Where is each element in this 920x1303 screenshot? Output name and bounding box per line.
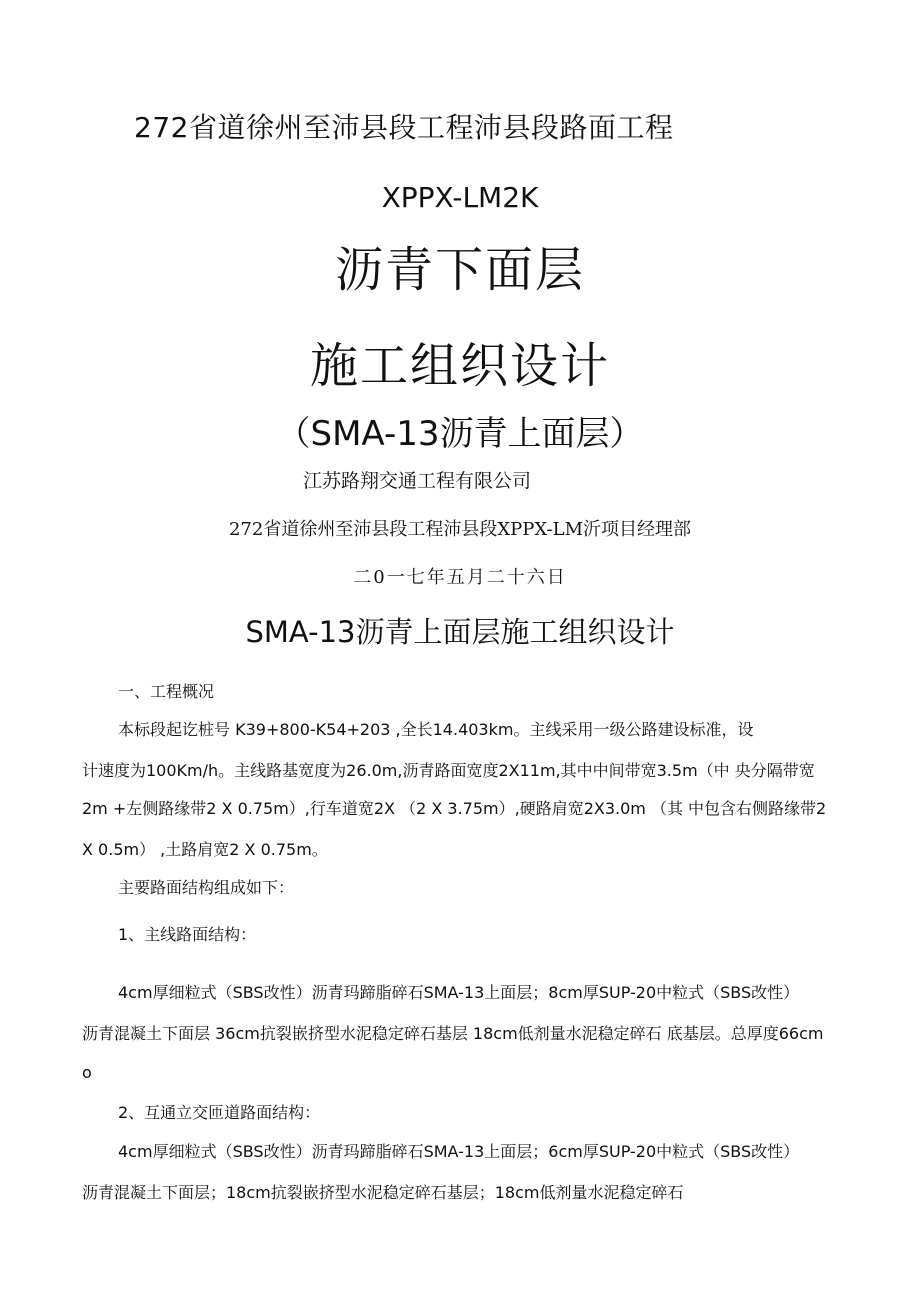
paragraph-line: 2m +左侧路缘带2 X 0.75m）,行车道宽2X （2 X 3.75m）,硬路肩宽2X3.0m （其 中包含右侧路缘带2 bbox=[82, 799, 827, 818]
contract-code: XPPX-LM2K bbox=[381, 181, 539, 214]
doc-title-line1: 沥青下面层 bbox=[334, 242, 585, 298]
item1-line: o bbox=[82, 1063, 92, 1082]
doc-title-line2: 施工组织设计 bbox=[309, 338, 610, 394]
structure-intro: 主要路面结构组成如下： bbox=[118, 878, 295, 897]
department-name: 272省道徐州至沛县段工程沛县段XPPX-LM沂项目经理部 bbox=[228, 519, 692, 540]
item1-line: 沥青混凝土下面层 36cm抗裂嵌挤型水泥稳定碎石基层 18cm低剂量水泥稳定碎石 底基层。总厚度66cm bbox=[82, 1024, 824, 1043]
project-title: 272省道徐州至沛县段工程沛县段路面工程 bbox=[134, 111, 674, 144]
paragraph-line: 本标段起讫桩号 K39+800-K54+203 ,全长14.403km。主线采用一级公路建设标准，设 bbox=[118, 720, 754, 739]
item1-line: 4cm厚细粒式（SBS改性）沥青玛蹄脂碎石SMA-13上面层；8cm厚SUP-20中粒式（SBS改性） bbox=[118, 983, 800, 1002]
item2-line: 沥青混凝土下面层；18cm抗裂嵌挤型水泥稳定碎石基层；18cm低剂量水泥稳定碎石 bbox=[82, 1183, 684, 1202]
paragraph-line: X 0.5m） ,土路肩宽2 X 0.75m。 bbox=[82, 840, 328, 859]
section-title: SMA-13沥青上面层施工组织设计 bbox=[245, 615, 675, 649]
item2-heading: 2、互通立交匝道路面结构： bbox=[118, 1103, 321, 1122]
document-date: 二0一七年五月二十六日 bbox=[353, 567, 567, 588]
overview-heading: 一、工程概况 bbox=[118, 682, 215, 701]
paragraph-line: 计速度为100Km/h。主线路基宽度为26.0m,沥青路面宽度2X11m,其中中间带宽3.5m（中 央分隔带宽 bbox=[82, 761, 815, 780]
item1-heading: 1、主线路面结构： bbox=[118, 925, 257, 944]
company-name: 江苏路翔交通工程有限公司 bbox=[303, 470, 532, 492]
item2-line: 4cm厚细粒式（SBS改性）沥青玛蹄脂碎石SMA-13上面层；6cm厚SUP-20中粒式（SBS改性） bbox=[118, 1142, 800, 1161]
doc-subtitle: （SMA-13沥青上面层） bbox=[276, 414, 644, 454]
